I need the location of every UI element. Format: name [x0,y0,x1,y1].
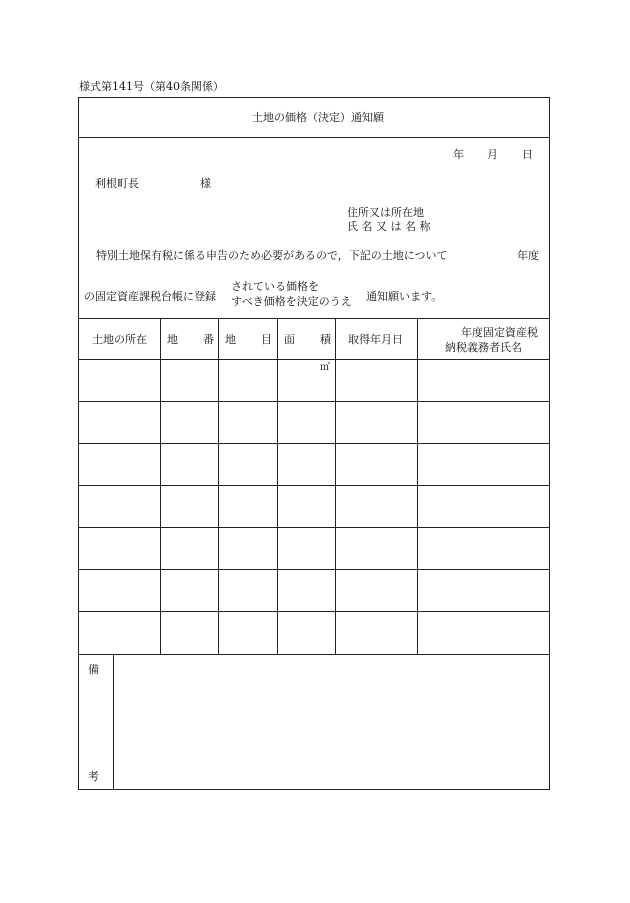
row-divider [78,401,550,402]
row-divider [78,485,550,486]
applicant-name-label: 氏 名 又 は 名 称 [347,220,431,233]
applicant-address-label: 住所又は所在地 [347,206,424,219]
header-lot-number-2: 番 [203,333,214,346]
header-area-2: 積 [320,333,331,346]
remarks-label-top: 備 [88,663,99,676]
header-acquired-date: 取得年月日 [348,333,403,346]
header-taxpayer-line1: 年度固定資産税 [461,326,538,339]
form-title: 土地の価格（決定）通知願 [252,111,384,124]
column-divider [417,318,418,654]
title-divider [78,137,550,138]
option-decided: すべき価格を決定のうえ [231,295,352,308]
row-divider [78,527,550,528]
column-divider [335,318,336,654]
table-bottom-divider [78,654,550,655]
date-month-label: 月 [487,148,498,161]
header-area-1: 面 [284,333,295,346]
column-divider [160,318,161,654]
header-location: 土地の所在 [92,333,147,346]
remarks-label-bottom: 考 [88,770,99,783]
body-divider [78,318,550,319]
request-text: 特別土地保有税に係る申告のため必要があるので，下記の土地について [96,249,448,262]
form-number: 様式第141号（第40条関係） [79,80,224,93]
recipient-name: 利根町長 [95,177,139,190]
row-divider [78,443,550,444]
request-text-prefix: の固定資産課税台帳に登録 [84,290,216,303]
date-day-label: 日 [522,148,533,161]
column-divider [218,318,219,654]
remarks-divider [113,654,114,790]
header-lot-number-1: 地 [167,333,178,346]
row-divider [78,611,550,612]
request-text-suffix: 通知願います。 [366,290,443,303]
table-header-divider [78,359,550,360]
row-divider [78,569,550,570]
recipient-honorific: 様 [200,177,211,190]
area-unit: ㎡ [320,362,330,373]
date-year-label: 年 [453,148,464,161]
header-land-category-1: 地 [225,333,236,346]
fiscal-year-label: 年度 [517,249,539,262]
column-divider [277,318,278,654]
header-taxpayer-line2: 納税義務者氏名 [445,341,522,354]
option-registered: されている価格を [231,280,319,293]
header-land-category-2: 目 [261,333,272,346]
